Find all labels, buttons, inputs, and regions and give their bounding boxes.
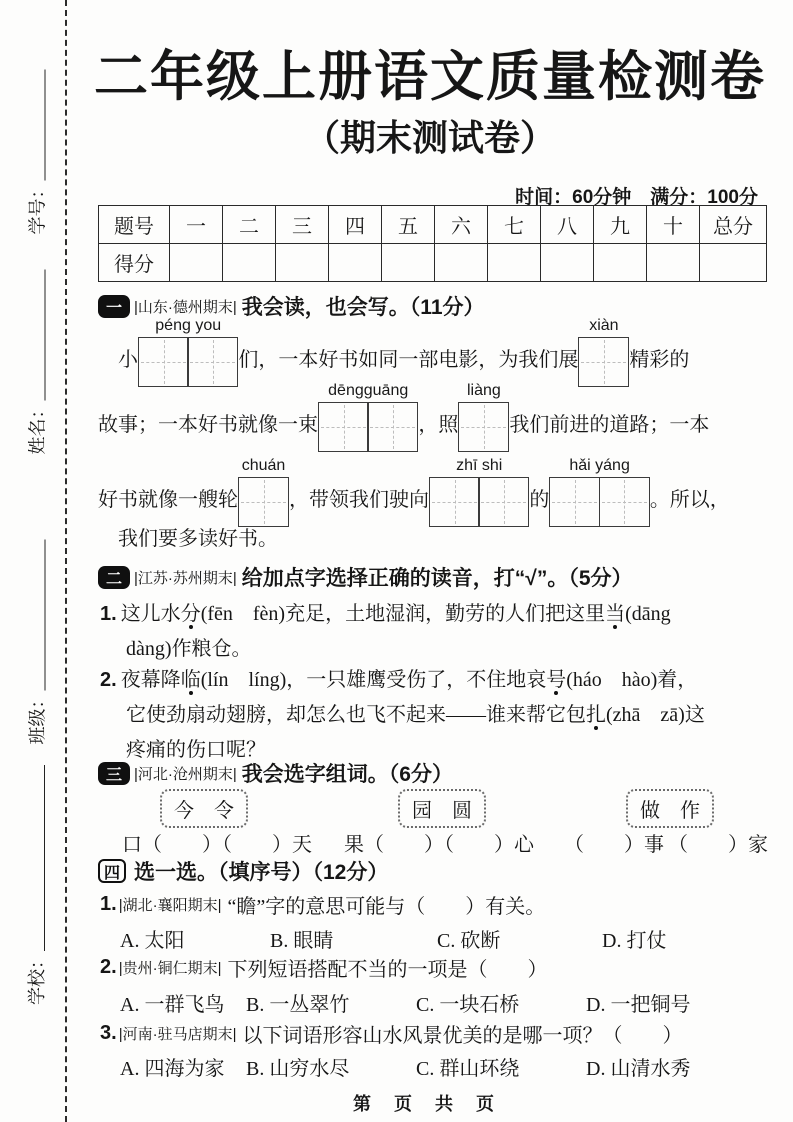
q3-blank-group-4[interactable]: （ ）家 — [668, 834, 768, 856]
q3-blank-group-2[interactable]: 果（ ）（ ）心 — [344, 834, 534, 856]
q4-item1-option-c[interactable]: C. 砍断 — [437, 930, 501, 952]
header-cell-8: 八 — [541, 206, 594, 244]
q1-line1 — [98, 315, 780, 387]
q1-line2-text-a: 故事；一本好书就像一束 — [98, 414, 318, 436]
score-cell[interactable] — [594, 244, 647, 282]
q2-item1-number: 1. — [100, 603, 117, 625]
q2-item1-line1 — [100, 597, 760, 632]
score-table-score-row — [99, 244, 767, 282]
q4-item1-option-a[interactable]: A. 太阳 — [120, 930, 185, 952]
q1-line3-text-c: 的 — [529, 489, 550, 511]
header-cell-1: 一 — [170, 206, 223, 244]
pinyin-liang: liàng — [467, 382, 501, 399]
q4-title: 选一选。（填序号）（12分） — [134, 861, 389, 884]
q4-header — [98, 856, 760, 886]
q4-item2-option-a[interactable]: A. 一群飞鸟 — [120, 994, 225, 1016]
q2-number-icon: 二 — [98, 566, 130, 589]
q1-line1-boxgroup-pengyou — [138, 315, 238, 387]
q1-line1-text-c: 精彩的 — [629, 349, 690, 371]
q2-item2-line3: 疼痛的伤口呢？ — [126, 739, 266, 761]
q1-source-tag: |山东·德州期末| — [134, 298, 237, 316]
q1-number-icon: 一 — [98, 295, 130, 318]
q2-item2-seg-e: (zhā zā)这 — [606, 704, 705, 726]
q1-line3-text-a: 好书就像一艘轮 — [98, 489, 238, 511]
header-cell-total: 总分 — [700, 206, 767, 244]
page-title: 二年级上册语文质量检测卷 — [94, 47, 766, 107]
q4-item3-option-d[interactable]: D. 山清水秀 — [586, 1058, 691, 1080]
header-cell-9: 九 — [594, 206, 647, 244]
q1-line2 — [98, 380, 760, 452]
q4-item2-option-c[interactable]: C. 一块石桥 — [416, 994, 520, 1016]
q3-blank-group-1[interactable]: 口（ ）（ ）天 — [122, 834, 312, 856]
q4-item1-number: 1. — [100, 893, 117, 915]
q2-item2-number: 2. — [100, 669, 117, 691]
q4-item2-option-d[interactable]: D. 一把铜号 — [586, 994, 691, 1016]
score-cell[interactable] — [488, 244, 541, 282]
q3-number-icon: 三 — [98, 762, 130, 785]
q4-item1-option-d[interactable]: D. 打仗 — [602, 930, 667, 952]
class-write-line[interactable] — [28, 540, 45, 691]
q4-item3-source-tag: |河南·驻马店期末| — [118, 1026, 237, 1043]
q1-line2-text-b: ，照 — [418, 414, 459, 436]
header-cell-2: 二 — [223, 206, 276, 244]
write-box[interactable] — [549, 477, 600, 527]
q4-item2-number: 2. — [100, 956, 117, 978]
q1-line1-text-b: 们，一本好书如同一部电影，为我们展 — [238, 349, 579, 371]
q1-line1-boxgroup-xian — [578, 315, 629, 387]
q3-title: 我会选字组词。（6分） — [241, 763, 453, 786]
q3-choice-boxes — [98, 789, 760, 829]
q2-item2-seg-d: 它使劲扇动翅膀，却怎么也飞不起来——谁来帮它包 — [126, 704, 586, 726]
header-cell-7: 七 — [488, 206, 541, 244]
score-cell[interactable] — [170, 244, 223, 282]
pinyin-haiyang: hǎi yáng — [569, 457, 630, 474]
q1-line1-text-a: 小 — [118, 349, 138, 371]
write-box[interactable] — [478, 477, 529, 527]
q1-line3-boxgroup-zhishi — [429, 455, 529, 527]
q4-item1-options — [98, 924, 760, 953]
header-cell-5: 五 — [382, 206, 435, 244]
pinyin-pengyou: péng you — [155, 317, 222, 334]
q2-item2-line1 — [100, 663, 760, 698]
q2-item1 — [100, 597, 760, 667]
q3-header — [98, 758, 760, 788]
school-field — [23, 765, 49, 1005]
q2-item1-seg-c: (dāng — [625, 603, 671, 625]
score-cell[interactable] — [647, 244, 700, 282]
student-name-write-line[interactable] — [28, 270, 45, 401]
q3-source-tag: |河北·沧州期末| — [134, 765, 237, 783]
q1-line3-text-b: ，带领我们驶向 — [289, 489, 429, 511]
seal-dashed-line — [65, 0, 67, 1122]
score-cell[interactable] — [382, 244, 435, 282]
q4-item1-source-tag: |湖北·襄阳期末| — [118, 897, 222, 914]
student-name-label: 姓名： — [27, 400, 48, 455]
score-cell[interactable] — [435, 244, 488, 282]
q1-line2-boxgroup-liang — [458, 380, 509, 452]
q2-item1-seg-a: 这儿水 — [120, 603, 181, 625]
q3-choice-zuo-zuo[interactable]: 做 作 — [626, 789, 714, 828]
student-id-write-line[interactable] — [28, 70, 45, 181]
dotted-char-zha: 扎 — [586, 704, 606, 726]
q4-item1-text: “瞻”字的意思可能与（ ）有关。 — [227, 896, 546, 918]
q4-item2-text: 下列短语搭配不当的一项是（ ） — [227, 959, 548, 981]
q1-line3-boxgroup-haiyang — [549, 455, 649, 527]
header-cell-3: 三 — [276, 206, 329, 244]
q4-item3-number: 3. — [100, 1022, 117, 1044]
q2-item1-seg-b: (fēn fèn)充足，土地湿润，勤劳的人们把这里 — [200, 603, 606, 625]
q4-item3 — [100, 1019, 760, 1048]
q3-choice-yuan-yuan[interactable]: 园 圆 — [398, 789, 486, 828]
class-label: 班级： — [27, 690, 48, 745]
q2-item2-line2 — [100, 698, 760, 733]
q2-item2 — [100, 663, 760, 768]
write-box[interactable] — [599, 477, 650, 527]
q2-item2-seg-c: (háo hào)着， — [566, 669, 698, 691]
header-cell-tihao: 题号 — [99, 206, 170, 244]
write-box[interactable] — [458, 402, 509, 452]
q3-choice-jin-ling[interactable]: 今 令 — [160, 789, 248, 828]
write-box[interactable] — [429, 477, 480, 527]
q1-line3-boxgroup-chuan — [238, 455, 289, 527]
q1-line4: 我们要多读好书。 — [118, 528, 278, 550]
write-box[interactable] — [367, 402, 418, 452]
dotted-char-hao: 号 — [546, 669, 567, 691]
dotted-char-dang: 当 — [605, 603, 626, 625]
q4-item2-option-b[interactable]: B. 一丛翠竹 — [246, 994, 350, 1016]
student-id-label: 学号： — [27, 180, 48, 235]
q1-line2-text-c: 我们前进的道路；一本 — [509, 414, 710, 436]
q4-item3-option-b[interactable]: B. 山穷水尽 — [246, 1058, 350, 1080]
score-table-header-row — [99, 206, 767, 244]
score-cell[interactable] — [541, 244, 594, 282]
student-name-field — [24, 270, 50, 455]
q1-line2-boxgroup-dengguang — [318, 380, 418, 452]
school-write-line[interactable] — [27, 765, 44, 951]
score-cell[interactable] — [329, 244, 382, 282]
school-label: 学校： — [27, 951, 47, 1005]
header-cell-6: 六 — [435, 206, 488, 244]
q2-source-tag: |江苏·苏州期末| — [134, 569, 237, 587]
dotted-char-fen: 分 — [180, 603, 201, 625]
score-row-label: 得分 — [99, 244, 170, 282]
q3-blank-group-3[interactable]: （ ）事 — [564, 834, 664, 856]
q2-header — [98, 562, 760, 592]
q1-line3 — [98, 455, 760, 527]
time-score-info: 时间：60分钟 满分：100分 — [515, 187, 758, 208]
score-cell-total[interactable] — [700, 244, 767, 282]
q4-number-icon: 四 — [98, 859, 126, 883]
q4-item1-option-b[interactable]: B. 眼睛 — [270, 930, 334, 952]
q1-title: 我会读，也会写。（11分） — [241, 296, 485, 319]
q2-item1-line2: dàng)作粮仓。 — [126, 638, 252, 660]
write-box[interactable] — [318, 402, 369, 452]
q4-item2-source-tag: |贵州·铜仁期末| — [118, 960, 222, 977]
score-cell[interactable] — [223, 244, 276, 282]
q4-item3-options — [98, 1052, 760, 1081]
pinyin-zhishi: zhī shi — [456, 457, 503, 474]
q1-line3-text-d: 。所以， — [649, 489, 730, 511]
student-id-field — [24, 70, 50, 235]
q4-item3-option-c[interactable]: C. 群山环绕 — [416, 1058, 520, 1080]
pinyin-dengguang: dēngguāng — [328, 382, 409, 399]
q3-blanks-row — [98, 828, 768, 858]
page-subtitle: （期末测试卷） — [303, 117, 556, 158]
q4-item3-option-a[interactable]: A. 四海为家 — [120, 1058, 225, 1080]
class-field — [24, 540, 50, 745]
q4-item1 — [100, 890, 760, 919]
q2-item2-seg-b: (lín líng)，一只雄鹰受伤了，不住地哀 — [200, 669, 547, 691]
score-table — [98, 205, 767, 282]
q2-item2-seg-a: 夜幕降 — [120, 669, 181, 691]
pinyin-xian: xiàn — [589, 317, 619, 334]
q2-title: 给加点字选择正确的读音，打“√”。（5分） — [241, 567, 633, 590]
write-box[interactable] — [238, 477, 289, 527]
score-cell[interactable] — [276, 244, 329, 282]
pinyin-chuan: chuán — [241, 457, 286, 474]
page-footer: 第 页 共 页 — [352, 1094, 503, 1114]
q4-item2 — [100, 953, 760, 982]
q4-item3-text: 以下词语形容山水风景优美的是哪一项？（ ） — [242, 1025, 683, 1047]
dotted-char-lin: 临 — [180, 669, 201, 691]
q4-item2-options — [98, 988, 760, 1017]
header-cell-4: 四 — [329, 206, 382, 244]
header-cell-10: 十 — [647, 206, 700, 244]
